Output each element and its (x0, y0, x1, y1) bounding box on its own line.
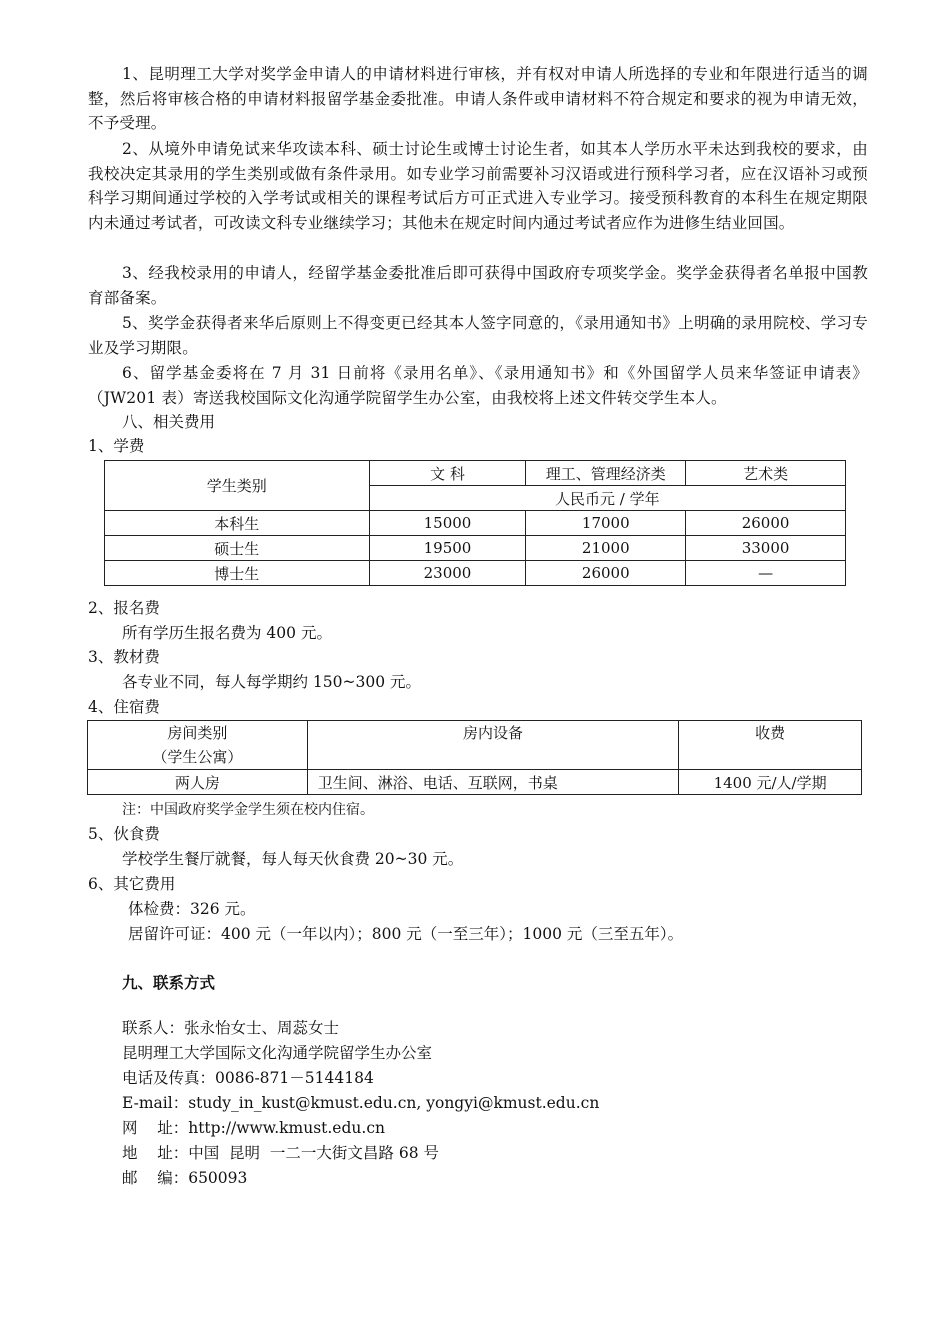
equipment-cell: 卫生间、淋浴、电话、互联网，书桌 (307, 770, 679, 795)
textbook-heading: 3、教材费 (88, 648, 160, 666)
paragraph-1: 1、昆明理工大学对奖学金申请人的申请材料进行审核，并有权对申请人所选择的专业和年限进行适当的调整，然后将审核合格的申请材料报留学基金委批准。申请人条件或申请材料不符合规定和要求的视为申请无效，不予受理。 (88, 65, 868, 132)
table-row (88, 721, 862, 770)
table-cell: 33000 (686, 536, 846, 561)
room-type-cell: 两人房 (88, 770, 308, 795)
table-row (105, 536, 846, 561)
fee-header: 收费 (679, 721, 862, 770)
section-9-title: 九、联系方式 (122, 974, 216, 992)
col-header-arts: 文 科 (369, 461, 526, 486)
contact-person: 联系人：张永怡女士、周蕊女士 (122, 1019, 340, 1037)
table-row (105, 511, 846, 536)
contact-address: 地 址：中国 昆明 一二一大街文昌路 68 号 (122, 1144, 439, 1162)
table-cell: 23000 (369, 561, 526, 586)
contact-phone: 电话及传真：0086-871－5144184 (122, 1069, 374, 1087)
table-cell: 19500 (369, 536, 526, 561)
housing-table (87, 720, 862, 795)
row-label: 硕士生 (105, 536, 370, 561)
paragraph-5: 5、奖学金获得者来华后原则上不得变更已经其本人签字同意的，《录用通知书》上明确的录用院校、学习专业及学习期限。 (88, 314, 868, 357)
other-line-medical: 体检费：326 元。 (128, 900, 256, 918)
paragraph-2: 2、从境外申请免试来华攻读本科、硕士讨论生或博士讨论生者，如其本人学历水平未达到我校的要求，由我校决定其录用的学生类别或做有条件录用。如专业学习前需要补习汉语或进行预科学习者，应在汉语补习或预科学习期间通过学校的入学考试或相关的课程考试后方可正式进入专业学习。接受预科教育的本科生在规定期限内未通过考试者，可改读文科专业继续学习；其他未在规定时间内通过考试者应作为进修生结业回国。 (88, 140, 868, 232)
row-label: 博士生 (105, 561, 370, 586)
fee-cell: 1400 元/人/学期 (679, 770, 862, 795)
category-header: 学生类别 (105, 461, 370, 511)
contact-website: 网 址：http://www.kmust.edu.cn (122, 1119, 385, 1137)
table-row (88, 770, 862, 795)
paragraph-3: 3、经我校录用的申请人，经留学基金委批准后即可获得中国政府专项奖学金。奖学金获得者名单报中国教育部备案。 (88, 264, 868, 307)
contact-office: 昆明理工大学国际文化沟通学院留学生办公室 (122, 1044, 433, 1062)
table-cell: 21000 (526, 536, 686, 561)
table-cell: 15000 (369, 511, 526, 536)
textbook-text: 各专业不同，每人每学期约 150~300 元。 (122, 673, 422, 691)
tuition-heading: 1、学费 (88, 437, 145, 455)
table-cell: 26000 (686, 511, 846, 536)
other-line-residence: 居留许可证：400 元（一年以内）；800 元（一至三年）；1000 元（三至五年）。 (128, 925, 684, 943)
table-cell: 17000 (526, 511, 686, 536)
table-cell: 26000 (526, 561, 686, 586)
housing-heading: 4、住宿费 (88, 698, 160, 716)
registration-text: 所有学历生报名费为 400 元。 (122, 624, 332, 642)
table-row (105, 561, 846, 586)
other-heading: 6、其它费用 (88, 875, 176, 893)
registration-heading: 2、报名费 (88, 599, 160, 617)
col-header-science: 理工、管理经济类 (526, 461, 686, 486)
tuition-table (104, 460, 846, 586)
col-header-art: 艺术类 (686, 461, 846, 486)
table-cell: — (686, 561, 846, 586)
meals-heading: 5、伙食费 (88, 825, 160, 843)
equipment-header: 房内设备 (307, 721, 679, 770)
housing-note: 注：中国政府奖学金学生须在校内住宿。 (122, 802, 374, 818)
meals-text: 学校学生餐厅就餐，每人每天伙食费 20~30 元。 (122, 850, 464, 868)
contact-email: E-mail：study_in_kust@kmust.edu.cn, yongyi@kmust.edu.cn (122, 1094, 600, 1112)
contact-postcode: 邮 编：650093 (122, 1169, 248, 1187)
row-label: 本科生 (105, 511, 370, 536)
unit-cell: 人民币元 / 学年 (369, 486, 845, 511)
paragraph-6: 6、留学基金委将在 7 月 31 日前将《录用名单》、《录用通知书》和《外国留学人员来华签证申请表》（JW201 表）寄送我校国际文化沟通学院留学生办公室，由我校将上述文件转交学生本人。 (88, 364, 868, 407)
table-row (105, 461, 846, 486)
room-type-header: 房间类别 （学生公寓） (88, 721, 308, 770)
section-8-title: 八、相关费用 (122, 413, 216, 431)
